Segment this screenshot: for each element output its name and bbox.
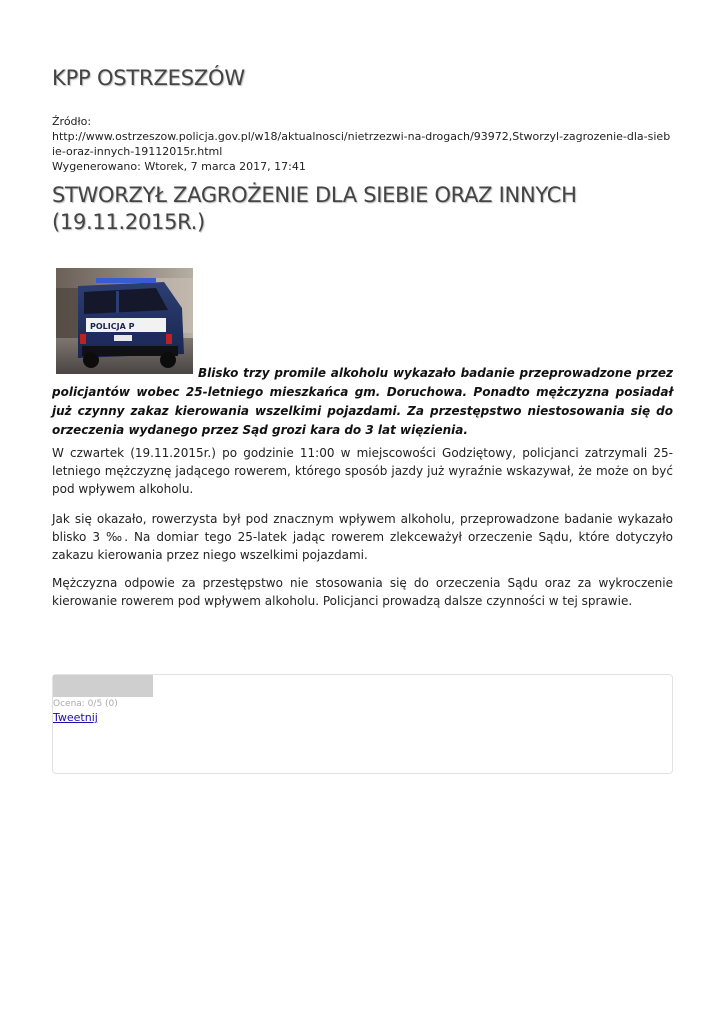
source-label: Źródło: — [52, 115, 92, 128]
article-paragraph: Mężczyzna odpowie za przestępstwo nie stosowania się do orzeczenia Sądu oraz za wykroczenie kierowanie rowerem pod wpływem alkoholu. Policjanci prowadzą dalsze czynności w tej sprawie. — [52, 576, 673, 608]
tweet-link[interactable]: Tweetnij — [53, 711, 98, 724]
generated-date: Wygenerowano: Wtorek, 7 marca 2017, 17:41 — [52, 160, 306, 173]
site-title: KPP OSTRZESZÓW — [52, 66, 245, 90]
source-url: http://www.ostrzeszow.policja.gov.pl/w18/aktualnosci/nietrzezwi-na-drogach/93972,Stworzyl-zagrozenie-dla-siebie-oraz-innych-19112015r.html — [52, 130, 671, 158]
rating-stars[interactable] — [53, 675, 153, 697]
police-van-photo — [56, 268, 193, 374]
article-title: STWORZYŁ ZAGROŻENIE DLA SIEBIE ORAZ INNYCH (19.11.2015R.) — [52, 183, 577, 234]
article-paragraph: W czwartek (19.11.2015r.) po godzinie 11:00 w miejscowości Godziętowy, policjanci zatrzymali 25-letniego mężczyznę jadącego rowerem, którego sposób jazdy już wyraźnie wskazywał, że może on być pod wpływem alkoholu. — [52, 446, 673, 496]
rating-panel — [52, 674, 673, 774]
lead-text: Blisko trzy promile alkoholu wykazało badanie przeprowadzone przez policjantów wobec 25-letniego mieszkańca gm. Doruchowa. Ponadto mężczyzna posiadał już czynny zakaz kierowania wszelkimi pojazdami. Za przestępstwo niestosowania się do orzeczenia wydanego przez Sąd grozi kara do 3 lat więzienia. — [52, 366, 673, 437]
document-meta — [52, 114, 673, 174]
article-paragraph: Jak się okazało, rowerzysta był pod znacznym wpływem alkoholu, przeprowadzone badanie wykazało blisko 3 ‰. Na domiar tego 25-latek jadąc rowerem zlekceważył orzeczenie Sądu, które dotyczyło zakazu kierowania przez niego wszelkimi pojazdami. — [52, 512, 673, 562]
rating-score: Ocena: 0/5 (0) — [53, 699, 118, 709]
svg-text:POLICJA P: POLICJA P — [90, 322, 135, 331]
article-lead — [52, 364, 673, 440]
